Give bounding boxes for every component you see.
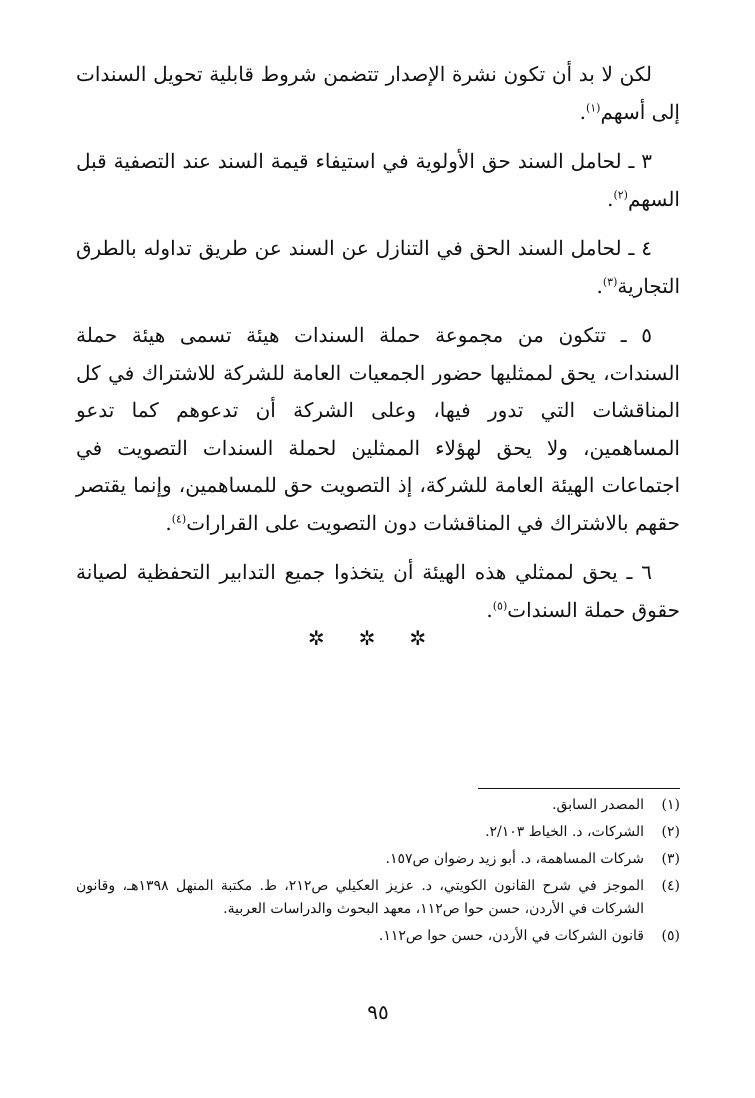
paragraph-4-text: ٥ ـ تتكون من مجموعة حملة السندات هيئة تسمى هيئة حملة السندات، يحق لممثليها حضور الجمعيات العامة للشركة للاشتراك في كل المناقشات التي تدور فيها، وعلى الشركة أن تدعوهم كما تدعو المساهمين، ولا يحق لهؤلاء الممثلين لحملة السندات التصويت في اجتماعات الهيئة العامة للشركة، إذ التصويت حق للمساهمين، وإنما يقتصر حقهم بالاشتراك في المناقشات دون التصويت على القرارات: [76, 323, 680, 535]
footnote-2: [76, 821, 680, 844]
footnote-ref-4[interactable]: (٤): [171, 511, 187, 525]
paragraph-5-tail: .: [486, 597, 493, 622]
footnote-text: المصدر السابق.: [552, 797, 644, 813]
asterism-icon: ✲: [307, 626, 347, 650]
footnote-number: (٣): [661, 851, 680, 867]
section-ornament: [76, 626, 680, 650]
footnote-text: الشركات، د. الخياط ٢/١٠٣.: [485, 824, 644, 840]
footnote-number: (٥): [661, 928, 680, 944]
paragraph-5: [76, 554, 680, 629]
footnote-ref-5[interactable]: (٥): [492, 598, 508, 612]
page-number: ٩٥: [367, 1000, 389, 1024]
paragraph-2-tail: .: [607, 186, 614, 211]
paragraph-5-text: ٦ ـ يحق لممثلي هذه الهيئة أن يتخذوا جميع التدابير التحفظية لصيانة حقوق حملة السندات: [76, 560, 680, 622]
footnote-ref-1[interactable]: (١): [585, 100, 601, 114]
paragraph-2-text: ٣ ـ لحامل السند حق الأولوية في استيفاء قيمة السند عند التصفية قبل السهم: [76, 149, 680, 211]
footnote-divider: [478, 788, 680, 789]
paragraph-3: [76, 230, 680, 305]
paragraph-3-tail: .: [596, 273, 603, 298]
paragraph-4: [76, 317, 680, 542]
page: [76, 56, 680, 1056]
footnote-text: الموجز في شرح القانون الكويتي، د. عزيز العكيلي ص٢١٢، ط. مكتبة المنهل ١٣٩٨هـ، وقانون الشركات في الأردن، حسن حوا ص١١٢، معهد البحوث والدراسات العربية.: [76, 878, 644, 917]
footnote-text: شركات المساهمة، د. أبو زيد رضوان ص١٥٧.: [385, 851, 644, 867]
paragraph-1-tail: .: [579, 99, 586, 124]
footnotes: [76, 794, 680, 952]
footnote-1: [76, 794, 680, 817]
paragraph-1: [76, 56, 680, 131]
footnote-number: (٤): [661, 878, 680, 894]
footnote-text: قانون الشركات في الأردن، حسن حوا ص١١٢.: [378, 928, 644, 944]
paragraph-4-tail: .: [165, 510, 172, 535]
footnote-ref-3[interactable]: (٣): [602, 274, 618, 288]
paragraph-2: [76, 143, 680, 218]
paragraph-1-text: لكن لا بد أن تكون نشرة الإصدار تتضمن شروط قابلية تحويل السندات إلى أسهم: [76, 62, 680, 124]
footnote-ref-2[interactable]: (٢): [613, 187, 628, 201]
footnote-3: [76, 848, 680, 871]
asterism-icon: ✲: [358, 626, 398, 650]
footnote-number: (٢): [661, 824, 680, 840]
paragraph-3-text: ٤ ـ لحامل السند الحق في التنازل عن السند عن طريق تداوله بالطرق التجارية: [76, 236, 680, 298]
footnote-5: [76, 925, 680, 948]
footnote-4: [76, 875, 680, 921]
footnote-number: (١): [661, 797, 680, 813]
asterism-icon: ✲: [409, 626, 449, 650]
